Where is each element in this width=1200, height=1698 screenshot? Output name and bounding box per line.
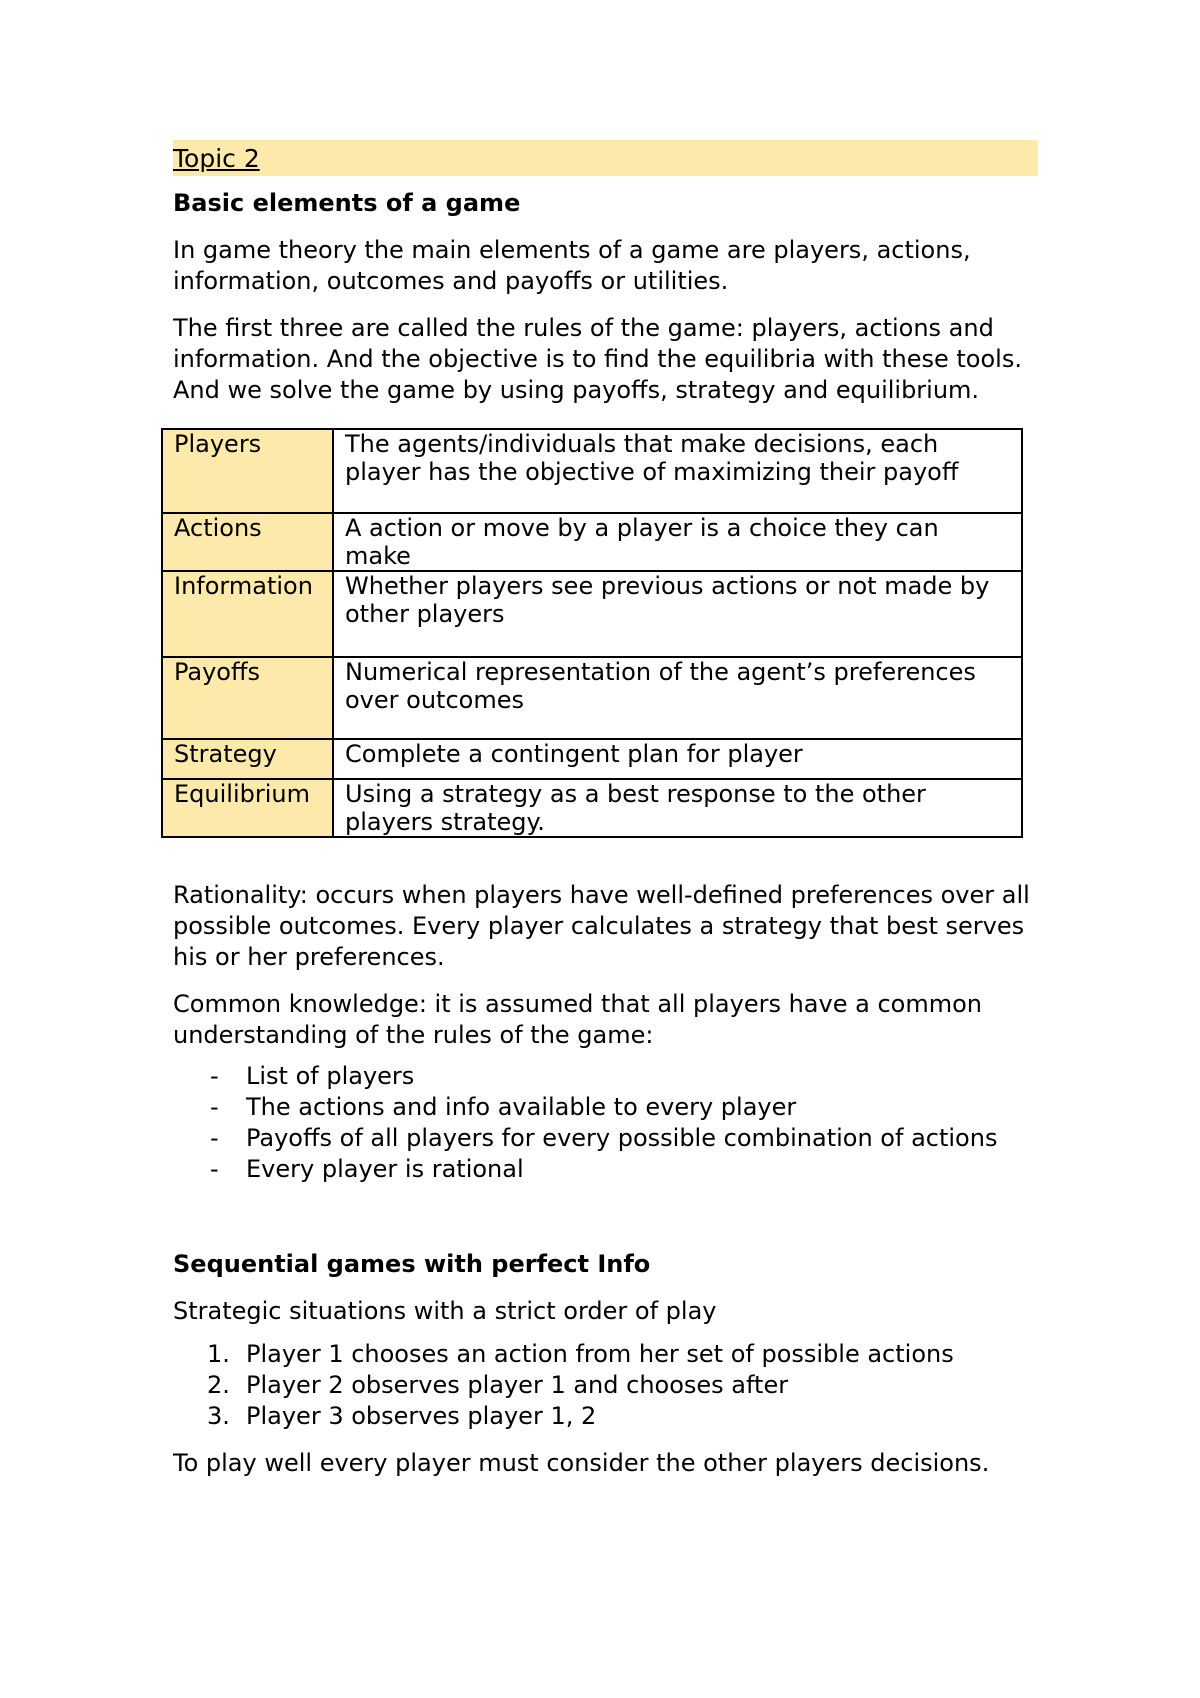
table-row [162, 429, 1022, 513]
table-row [162, 657, 1022, 739]
list-item-text: Player 3 observes player 1, 2 [246, 1402, 597, 1430]
term-cell: Strategy [162, 739, 333, 779]
rules-paragraph: The first three are called the rules of the game: players, actions and information. And the objective is to find the equilibria with these tools. And we solve the game by using payoffs, strategy and equilibrium. [173, 314, 1022, 404]
list-item [173, 1123, 1043, 1154]
dash-bullet: - [210, 1093, 219, 1121]
list-item-text: Player 2 observes player 1 and chooses after [246, 1371, 789, 1399]
list-item [173, 1154, 1043, 1185]
table-row [162, 739, 1022, 779]
step-number: 2. [207, 1371, 230, 1399]
list-item-text: Player 1 chooses an action from her set of possible actions [246, 1340, 954, 1368]
lower-content [173, 880, 1043, 1495]
definition-cell: Numerical representation of the agent’s preferences over outcomes [333, 657, 1022, 739]
definition-cell: Using a strategy as a best response to the other players strategy. [333, 779, 1022, 837]
list-item [173, 1092, 1043, 1123]
term-cell: Information [162, 571, 333, 657]
rationality-paragraph: Rationality: occurs when players have well-defined preferences over all possible outcomes. Every player calculates a strategy that best serves his or her preferences. [173, 881, 1030, 971]
list-item [173, 1401, 1043, 1432]
table-row [162, 779, 1022, 837]
step-number: 1. [207, 1340, 230, 1368]
topic-title: Topic 2 [173, 143, 260, 173]
list-item-text: Payoffs of all players for every possible combination of actions [246, 1124, 998, 1152]
step-number: 3. [207, 1402, 230, 1430]
dash-bullet: - [210, 1155, 219, 1183]
closing-paragraph: To play well every player must consider the other players decisions. [173, 1449, 990, 1477]
dash-bullet: - [210, 1062, 219, 1090]
term-cell: Equilibrium [162, 779, 333, 837]
list-item [173, 1061, 1043, 1092]
list-item-text: Every player is rational [246, 1155, 524, 1183]
definition-cell: A action or move by a player is a choice they can make [333, 513, 1022, 571]
intro-paragraph: In game theory the main elements of a game are players, actions, information, outcomes and payoffs or utilities. [173, 236, 971, 295]
game-elements-table [161, 428, 1023, 838]
term-cell: Players [162, 429, 333, 513]
list-item [173, 1339, 1043, 1370]
table-row [162, 571, 1022, 657]
section-heading-sequential-games: Sequential games with perfect Info [173, 1250, 651, 1278]
common-knowledge-list [173, 1061, 1043, 1185]
list-item-text: The actions and info available to every player [246, 1093, 797, 1121]
definition-cell: Whether players see previous actions or not made by other players [333, 571, 1022, 657]
list-item-text: List of players [246, 1062, 415, 1090]
upper-content [173, 140, 1043, 422]
sequential-intro: Strategic situations with a strict order of play [173, 1297, 717, 1325]
section-heading-basic-elements: Basic elements of a game [173, 189, 521, 217]
definition-cell: Complete a contingent plan for player [333, 739, 1022, 779]
topic-highlight-bar [173, 140, 1038, 176]
order-of-play-list [173, 1339, 1043, 1432]
list-item [173, 1370, 1043, 1401]
common-knowledge-paragraph: Common knowledge: it is assumed that all players have a common understanding of the rules of the game: [173, 990, 982, 1049]
dash-bullet: - [210, 1124, 219, 1152]
term-cell: Payoffs [162, 657, 333, 739]
definition-cell: The agents/individuals that make decisions, each player has the objective of maximizing their payoff [333, 429, 1022, 513]
table-row [162, 513, 1022, 571]
term-cell: Actions [162, 513, 333, 571]
